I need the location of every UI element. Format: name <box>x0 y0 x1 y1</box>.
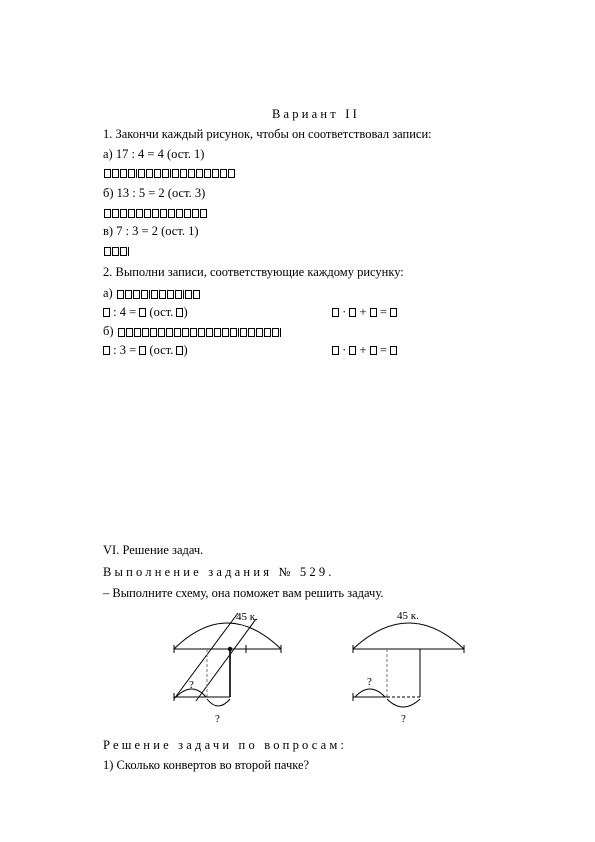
answer-box[interactable] <box>349 346 356 355</box>
left-small-unknown: ? <box>189 679 194 691</box>
answer-box[interactable] <box>139 308 146 317</box>
left-total-label: 45 к. <box>236 611 258 623</box>
answer-box[interactable] <box>390 308 397 317</box>
task1-c: в) 7 : 3 = 2 (ост. 1) <box>103 224 199 238</box>
task2-b-row <box>103 325 282 338</box>
answer-box[interactable] <box>103 346 110 355</box>
task1-a: а) 17 : 4 = 4 (ост. 1) <box>103 147 205 161</box>
task2-b-check: · + = <box>332 344 397 357</box>
answer-box[interactable] <box>103 308 110 317</box>
task2-a-record: : 4 = (ост. ) <box>103 306 188 319</box>
right-total-label: 45 к. <box>397 610 419 622</box>
right-small-arc <box>355 689 385 697</box>
task1-b-picture <box>104 206 208 219</box>
answer-box[interactable] <box>139 346 146 355</box>
answer-box[interactable] <box>332 346 339 355</box>
instruction-text: – Выполните схему, она поможет вам решить задачу. <box>103 586 384 600</box>
question-1: 1) Сколько конвертов во второй пачке? <box>103 758 310 772</box>
task2-a-row <box>103 287 201 300</box>
task2-b-record: : 3 = (ост. ) <box>103 344 188 357</box>
answer-box[interactable] <box>370 308 377 317</box>
right-lower-unknown: ? <box>401 713 406 725</box>
solution-heading: Решение задачи по вопросам: <box>103 738 348 752</box>
section6-heading: VI. Решение задач. <box>103 543 204 557</box>
right-small-unknown: ? <box>367 676 372 688</box>
left-lower-arc <box>207 699 230 706</box>
task1-heading: 1. Закончи каждый рисунок, чтобы он соответствовал записи: <box>103 127 432 141</box>
task1-a-picture <box>104 166 236 179</box>
answer-box[interactable] <box>332 308 339 317</box>
right-total-arc <box>353 623 464 649</box>
answer-box[interactable] <box>390 346 397 355</box>
left-point <box>228 647 232 651</box>
variant-title: Вариант II <box>272 107 360 121</box>
task2-a-label: а) <box>103 286 113 300</box>
task-529-ref: Выполнение задания № 529. <box>103 565 335 579</box>
right-lower-arc <box>387 699 420 707</box>
task1-c-picture <box>104 244 130 257</box>
task2-heading: 2. Выполни записи, соответствующие каждому рисунку: <box>103 265 404 279</box>
task1-b: б) 13 : 5 = 2 (ост. 3) <box>103 186 206 200</box>
left-lower-unknown: ? <box>215 713 220 725</box>
task2-b-label: б) <box>103 324 114 338</box>
task2-a-check: · + = <box>332 306 397 319</box>
answer-box[interactable] <box>349 308 356 317</box>
left-diagonal-2 <box>196 619 256 701</box>
answer-box[interactable] <box>370 346 377 355</box>
